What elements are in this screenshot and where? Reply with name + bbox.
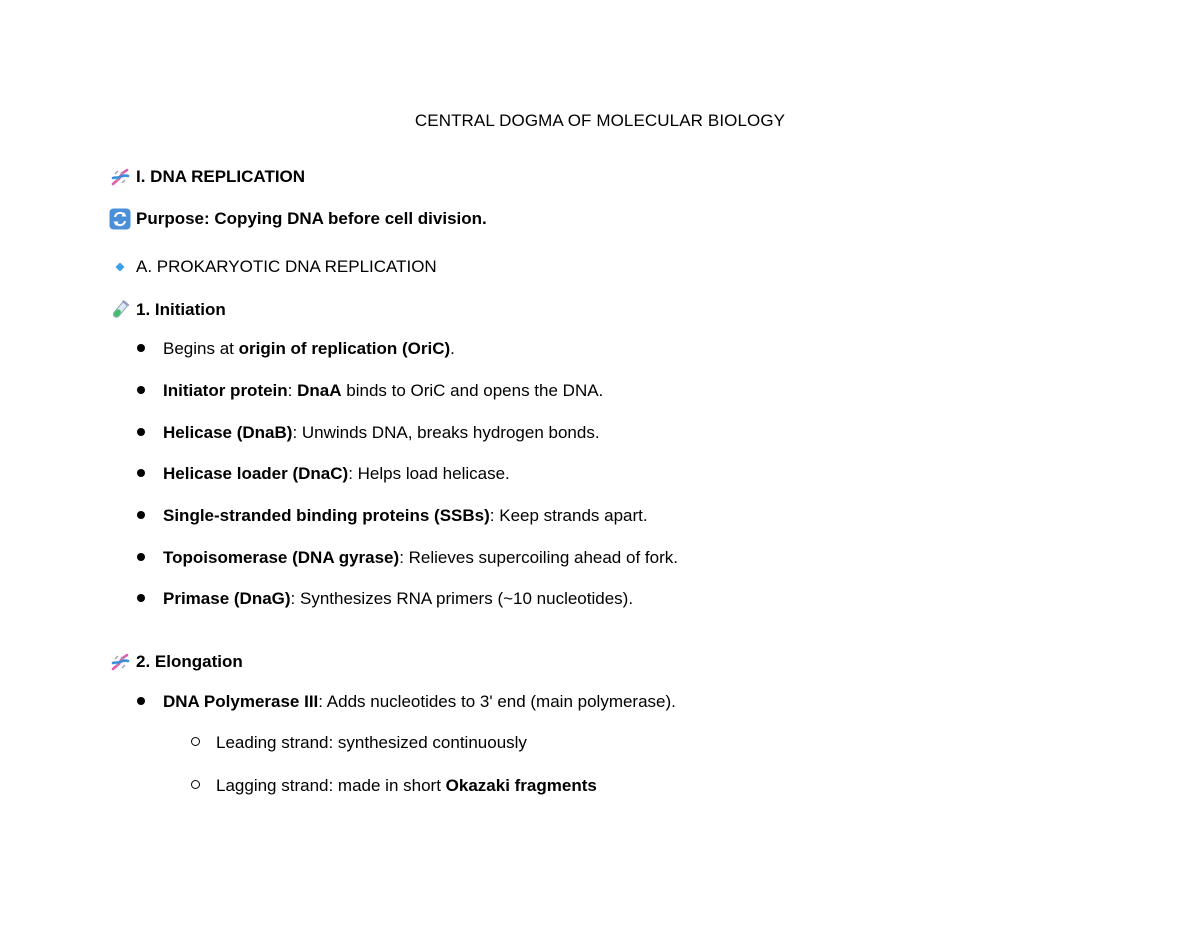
test-tube-icon — [109, 299, 131, 321]
bullet-separator: : — [287, 381, 298, 400]
dna-icon — [109, 166, 131, 188]
bullet-dot — [137, 428, 145, 436]
bullet-dot — [137, 697, 145, 705]
bullet-term: DNA Polymerase III — [163, 692, 319, 711]
bullet-text: : Helps load helicase. — [348, 464, 510, 483]
blue-diamond-icon — [109, 256, 131, 278]
subsection-heading-text: A. PROKARYOTIC DNA REPLICATION — [136, 257, 437, 276]
page-title: CENTRAL DOGMA OF MOLECULAR BIOLOGY — [414, 111, 786, 130]
bullet-term: Single-stranded binding proteins (SSBs) — [163, 506, 490, 525]
bullet-text: : Adds nucleotides to 3' end (main polymerase). — [318, 692, 676, 711]
bullet-text: : Synthesizes RNA primers (~10 nucleotides). — [290, 589, 634, 608]
bullet-term: Helicase loader (DnaC) — [163, 464, 349, 483]
list-item — [137, 463, 510, 485]
bullet-text: : Relieves supercoiling ahead of fork. — [399, 548, 678, 567]
sub-bullet-term: Okazaki fragments — [445, 776, 597, 795]
sub-bullet-circle — [191, 780, 200, 789]
dna-icon — [109, 651, 131, 673]
bullet-text: : Unwinds DNA, breaks hydrogen bonds. — [292, 423, 600, 442]
list-item — [137, 338, 455, 360]
list-item — [137, 380, 603, 402]
initiation-heading — [109, 299, 226, 321]
bullet-term: Primase (DnaG) — [163, 589, 291, 608]
bullet-dot — [137, 469, 145, 477]
list-item — [137, 691, 676, 713]
bullet-dot — [137, 511, 145, 519]
section-heading-dna-replication — [109, 166, 305, 188]
sub-bullet-text: Lagging strand: made in short — [216, 776, 446, 795]
bullet-dot — [137, 344, 145, 352]
list-item — [137, 422, 600, 444]
sub-bullet-text: Leading strand: synthesized continuously — [216, 733, 527, 752]
bullet-text: binds to OriC and opens the DNA. — [341, 381, 604, 400]
bullet-term: Initiator protein — [163, 381, 288, 400]
elongation-heading-text: 2. Elongation — [136, 652, 243, 671]
bullet-text: Begins at — [163, 339, 239, 358]
bullet-text-end: . — [450, 339, 455, 358]
bullet-text: : Keep strands apart. — [489, 506, 648, 525]
arrows-cycle-icon — [109, 208, 131, 230]
bullet-dot — [137, 386, 145, 394]
purpose-line — [109, 208, 487, 230]
sub-list-item — [191, 775, 597, 797]
list-item — [137, 588, 633, 610]
sub-list-item — [191, 732, 527, 754]
bullet-term: origin of replication (OriC) — [238, 339, 451, 358]
bullet-term-secondary: DnaA — [297, 381, 342, 400]
subsection-heading-prokaryotic — [109, 256, 437, 278]
bullet-term: Topoisomerase (DNA gyrase) — [163, 548, 400, 567]
sub-bullet-circle — [191, 737, 200, 746]
initiation-heading-text: 1. Initiation — [136, 300, 226, 319]
list-item — [137, 547, 678, 569]
purpose-text: Purpose: Copying DNA before cell division. — [136, 209, 487, 228]
elongation-heading — [109, 651, 243, 673]
section-heading-text: I. DNA REPLICATION — [136, 167, 306, 186]
bullet-dot — [137, 594, 145, 602]
list-item — [137, 505, 648, 527]
bullet-dot — [137, 553, 145, 561]
bullet-term: Helicase (DnaB) — [163, 423, 293, 442]
